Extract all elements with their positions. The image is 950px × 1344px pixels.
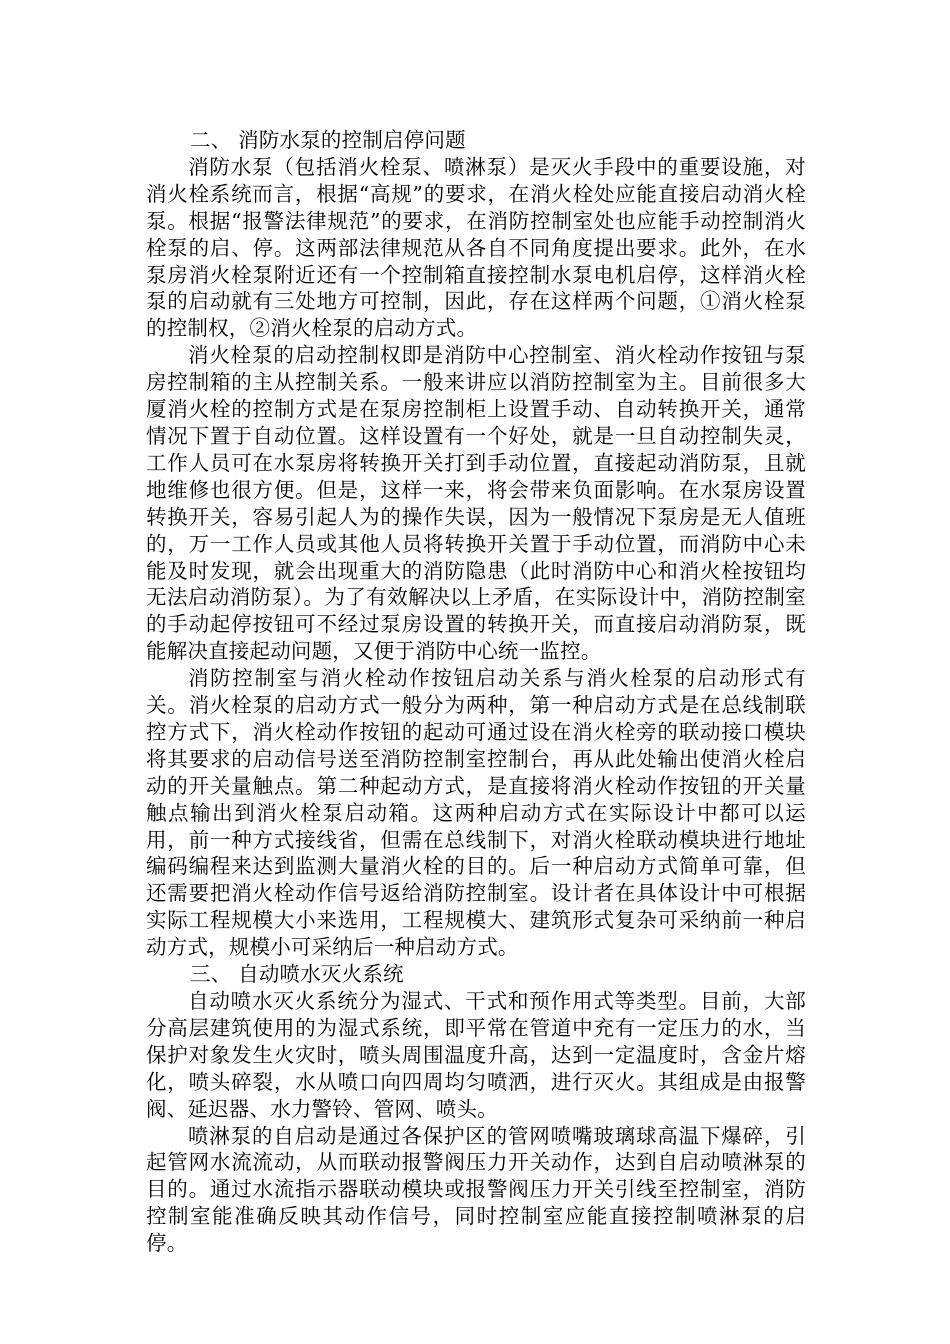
document-body xyxy=(146,127,806,1257)
section-heading-3: 三、 自动喷水灭火系统 xyxy=(190,962,404,987)
paragraph: 消防水泵（包括消火栓泵、喷淋泵）是灭火手段中的重要设施，对消火栓系统而言，根据“高规”的要求，在消火栓处应能直接启动消火栓泵。根据“报警法律规范”的要求，在消防控制室处也应能手动控制消火栓泵的启、停。这两部法律规范从各自不同角度提出要求。此外，在水泵房消火栓泵附近还有一个控制箱直接控制水泵电机启停，这样消火栓泵的启动就有三处地方可控制，因此，存在这样两个问题，①消火栓泵的控制权，②消火栓泵的启动方式。 xyxy=(146,154,806,341)
paragraph: 消火栓泵的启动控制权即是消防中心控制室、消火栓动作按钮与泵房控制箱的主从控制关系。一般来讲应以消防控制室为主。目前很多大厦消火栓的控制方式是在泵房控制柜上设置手动、自动转换开关，通常情况下置于自动位置。这样设置有一个好处，就是一旦自动控制失灵，工作人员可在水泵房将转换开关打到手动位置，直接起动消防泵，且就地维修也很方便。但是，这样一来，将会带来负面影响。在水泵房设置转换开关，容易引起人为的操作失误，因为一般情况下泵房是无人值班的，万一工作人员或其他人员将转换开关置于手动位置，而消防中心未能及时发现，就会出现重大的消防隐患（此时消防中心和消火栓按钮均无法启动消防泵）。为了有效解决以上矛盾，在实际设计中，消防控制室的手动起停按钮可不经过泵房设置的转换开关，而直接启动消防泵，既能解决直接起动问题，又便于消防中心统一监控。 xyxy=(146,343,806,664)
section-heading-2: 二、 消防水泵的控制启停问题 xyxy=(190,128,466,152)
paragraph: 自动喷水灭火系统分为湿式、干式和预作用式等类型。目前，大部分高层建筑使用的为湿式系统，即平常在管道中充有一定压力的水，当保护对象发生火灾时，喷头周围温度升高，达到一定温度时，含金片熔化，喷头碎裂，水从喷口向四周均匀喷洒，进行灭火。其组成是由报警阀、延迟器、水力警铃、管网、喷头。 xyxy=(146,989,806,1121)
paragraph: 喷淋泵的自启动是通过各保护区的管网喷嘴玻璃球高温下爆碎，引起管网水流流动，从而联动报警阀压力开关动作，达到自启动喷淋泵的目的。通过水流指示器联动模块或报警阀压力开关引线至控制室，消防控制室能准确反映其动作信号，同时控制室应能直接控制喷淋泵的启停。 xyxy=(146,1123,806,1256)
paragraph: 消防控制室与消火栓动作按钮启动关系与消火栓泵的启动形式有关。消火栓泵的启动方式一般分为两种，第一种启动方式是在总线制联控方式下，消火栓动作按钮的起动可通过设在消火栓旁的联动接口模块将其要求的启动信号送至消防控制室控制台，再从此处输出使消火栓启动的开关量触点。第二种起动方式，是直接将消火栓动作按钮的开关量触点输出到消火栓泵启动箱。这两种启动方式在实际设计中都可以运用，前一种方式接线省，但需在总线制下，对消火栓联动模块进行地址编码编程来达到监测大量消火栓的目的。后一种启动方式简单可靠，但还需要把消火栓动作信号返给消防控制室。设计者在具体设计中可根据实际工程规模大小来选用，工程规模大、建筑形式复杂可采纳前一种启动方式，规模小可采纳后一种启动方式。 xyxy=(146,666,806,960)
